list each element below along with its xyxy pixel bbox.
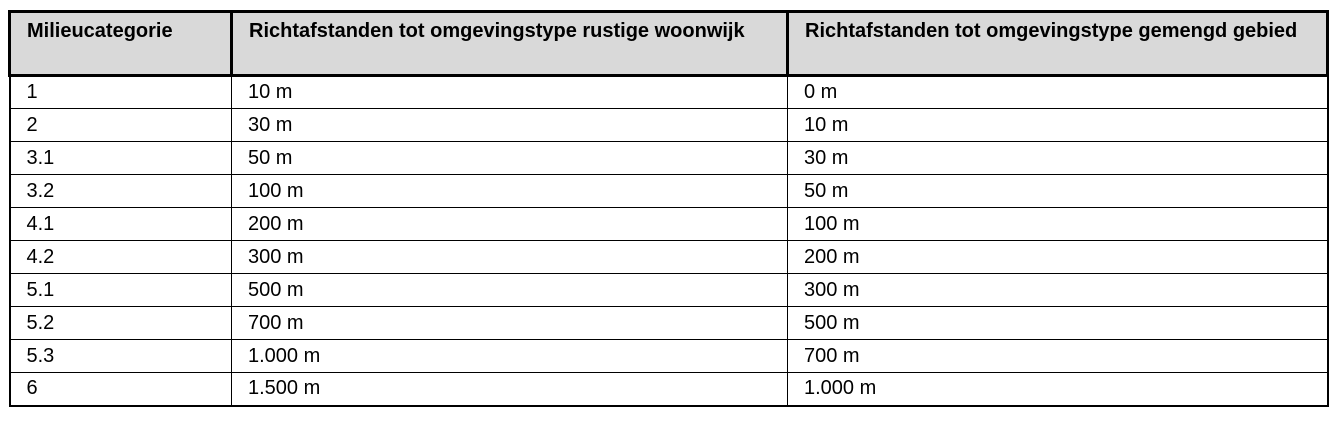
cell-distance-rustige-woonwijk: 700 m	[232, 307, 788, 340]
cell-category: 2	[10, 109, 232, 142]
cell-distance-gemengd-gebied: 50 m	[788, 175, 1328, 208]
cell-category: 3.1	[10, 142, 232, 175]
cell-category: 1	[10, 76, 232, 109]
distance-table	[8, 10, 1329, 407]
cell-category: 5.3	[10, 340, 232, 373]
cell-distance-gemengd-gebied: 100 m	[788, 208, 1328, 241]
header-row	[10, 12, 1328, 76]
cell-category: 4.1	[10, 208, 232, 241]
table-row	[10, 241, 1328, 274]
header-gemengd-gebied: Richtafstanden tot omgevingstype gemengd gebied	[788, 12, 1328, 76]
table-row	[10, 208, 1328, 241]
cell-category: 4.2	[10, 241, 232, 274]
table-row	[10, 274, 1328, 307]
table-header	[10, 12, 1328, 76]
cell-distance-rustige-woonwijk: 10 m	[232, 76, 788, 109]
table-row	[10, 307, 1328, 340]
header-milieucategorie: Milieucategorie	[10, 12, 232, 76]
cell-category: 3.2	[10, 175, 232, 208]
cell-distance-rustige-woonwijk: 300 m	[232, 241, 788, 274]
table-row	[10, 109, 1328, 142]
table-row	[10, 142, 1328, 175]
cell-distance-rustige-woonwijk: 1.000 m	[232, 340, 788, 373]
header-rustige-woonwijk: Richtafstanden tot omgevingstype rustige woonwijk	[232, 12, 788, 76]
cell-distance-rustige-woonwijk: 50 m	[232, 142, 788, 175]
cell-distance-gemengd-gebied: 1.000 m	[788, 373, 1328, 406]
cell-distance-rustige-woonwijk: 500 m	[232, 274, 788, 307]
cell-distance-rustige-woonwijk: 200 m	[232, 208, 788, 241]
cell-distance-gemengd-gebied: 10 m	[788, 109, 1328, 142]
distance-table-container	[8, 10, 1326, 407]
table-row	[10, 373, 1328, 406]
cell-distance-gemengd-gebied: 700 m	[788, 340, 1328, 373]
table-row	[10, 76, 1328, 109]
cell-distance-gemengd-gebied: 500 m	[788, 307, 1328, 340]
cell-distance-rustige-woonwijk: 100 m	[232, 175, 788, 208]
cell-category: 6	[10, 373, 232, 406]
table-row	[10, 340, 1328, 373]
cell-distance-rustige-woonwijk: 30 m	[232, 109, 788, 142]
cell-distance-gemengd-gebied: 30 m	[788, 142, 1328, 175]
cell-distance-rustige-woonwijk: 1.500 m	[232, 373, 788, 406]
table-row	[10, 175, 1328, 208]
table-body	[10, 76, 1328, 406]
cell-category: 5.2	[10, 307, 232, 340]
cell-distance-gemengd-gebied: 200 m	[788, 241, 1328, 274]
cell-category: 5.1	[10, 274, 232, 307]
cell-distance-gemengd-gebied: 300 m	[788, 274, 1328, 307]
cell-distance-gemengd-gebied: 0 m	[788, 76, 1328, 109]
